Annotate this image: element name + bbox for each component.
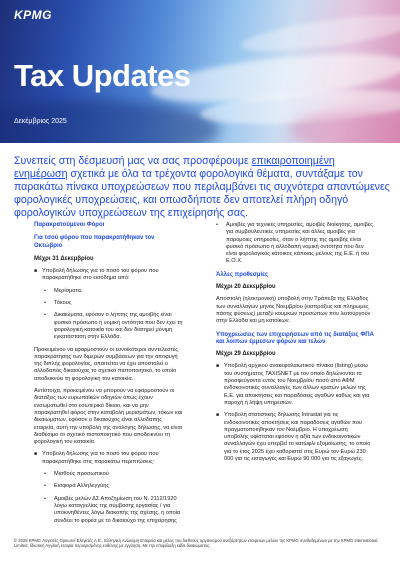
kpmg-logo: KPMG bbox=[14, 8, 52, 22]
paragraph: Αποστολή (ηλεκτρονική) υποβολή στην Τράπεζα της Ελλάδος των συναλλαγών μηνός Νοεμβρίου (εισπράξεις και πληρωμές πάσης φύσεως) μεταξύ κουμκών προσώπων που λειτουργούν στην Ελλάδα και μη κατοίκων. bbox=[216, 296, 371, 325]
subsection-heading: Για τσού φόρου που παρακρατήθηκαν τον Οκτώβριο bbox=[34, 235, 155, 249]
deadline-heading: Μέχρι 31 Δεκεμβρίου bbox=[34, 255, 94, 262]
sub-list-item: • Μερίσματα. bbox=[44, 288, 184, 295]
list-item: ■ Υποβολή δήλωσης για το ποσό του φόρου που παρακρατήθηκε στο εισόδημα από: bbox=[34, 268, 184, 283]
footer-copyright: © 2025 KPMG Λογιστές Ορκωτοί Ελεγκτές Α.Ε., Ελληνική Ανώνυμη Εταιρεία και μέλος του διεθνούς οργανισμού ανεξάρτητων εταιρειών μελών της KPMG συνδεδεμένων με την KPMG International Limited. Ιδιωτική Αγγλική εταιρία περιορισμένης ευθύνης με εγγύηση. Με την επιφύλαξη κάθε δικαιώματος. bbox=[14, 538, 378, 549]
section-heading: Υποχρεώσεις των επιχειρήσεων από τις διατάξεις ΦΠΑ και λοιπών έμμεσων φόρων και τελών bbox=[216, 331, 374, 345]
page-title: Tax Updates bbox=[14, 58, 191, 93]
sub-list-item: • Μισθούς προσωπικού bbox=[44, 471, 184, 478]
left-column bbox=[34, 222, 184, 530]
right-column bbox=[216, 222, 374, 468]
intro-text-end: σχετικά με όλα τα τρέχοντα φορολογικά θέματα, συντάξαμε τον παρακάτω πίνακα υποχρεώσεων που περιλαμβάνει τις συχνότερα απαντώμενες φορολογικές υποχρεώσεις, και οπωσδήποτε δεν αποτελεί πλήρη οδηγό φορολογικών υποχρεώσεων της επιχείρησής σας. bbox=[14, 168, 390, 219]
issue-date: Δεκέμβριος 2025 bbox=[14, 118, 67, 125]
paragraph: Αντίστοιχα, προκειμένου να μπορούν να εφαρμοστούν οι διατάξεις των ευρωπαϊκών οδηγιών όπως έχουν ενσωματωθεί στο εσωτερικό δίκαιο, και να μην παρακρατηθεί φόρος στην καταβολή μερισμάτων, τόκων και δικαιωμάτων, εφόσον ο δικαιούχος είναι αλλοδαπής εταιρεία, αυτή την υποβολή της ανάλογης δήλωσης, να είναι διαθέσιμο το σχετικό πιστοποιητικό που αποδεικνύει τη φορολογική του κατοικία. bbox=[34, 388, 183, 446]
list-item: ■ Υποβολή στατιστικής δήλωσης Intrastat για τις ενδοκοινοτικές αποκτήσεις και παραδόσεις αγαθών που πραγματοποιήθηκαν τον Νοέμβριο. Η υποχρέωση υποβολής υφίσταται εφόσον η αξία των ενδοκοινοτικών συναλλαγών έχει υπερβεί το κατώφλι εξομοίωσης, το οποίο για το έτος 2025 έχει καθοριστεί στις Ευρώ τον Ευρώ 230 000 για τις εισαγωγές και Ευρώ 90 000 για τις εξαγωγές. bbox=[216, 412, 374, 463]
intro-text-start: Συνεπείς στη δέσμευσή μας να σας προσφέρουμε bbox=[14, 155, 252, 167]
deadline-heading: Μέχρι 29 Δεκεμβρίου bbox=[216, 351, 276, 358]
section-heading: Παρακρατούμενοι Φόροι bbox=[34, 222, 105, 228]
sub-list-item: • Τόκους bbox=[44, 300, 184, 307]
sub-list-item: • Δικαιώματα, εφόσον ο λήπτης της αμοιβής είναι φυσικό πρόσωπο ή νομική οντότητα που δεν έχει τη φορολογική κατοικία του και δεν διατηρεί μόνιμη εγκατάσταση στην Ελλάδα. bbox=[44, 312, 184, 341]
wave-shape bbox=[239, 8, 400, 59]
paragraph: Προκειμένου να εφαρμοστούν οι ευνοϊκότεροι συντελεστές παρακράτησης των διμερών συμβάσεων για την αποφυγή της διπλής φορολογίας, απαιτείται να έχει αποσταλεί ο αλλοδαπός δικαιούχος το σχετικό πιστοποιητικό, το οποίο αποδεικνύει τη φορολογική του κατοικία. bbox=[34, 346, 178, 382]
sub-list-item: • Εισφορά Αλληλεγγύης bbox=[44, 483, 184, 490]
sub-list-item: • Αμοιβές για τεχνικές υπηρεσίες, αμοιβές διοίκησης, αμοιβές για συμβουλευτικές υπηρεσίες και άλλες αμοιβές για παρόμοιες υπηρεσίες, όταν ο λήπτης της αμοιβής είναι φυσικό πρόσωπο ή αλλοδαπή νομική οντότητα που δεν είναι φορολογικός κάτοικος κάποιας μέλους της Ε.Ε. ή του Ε.Ο.Χ. bbox=[216, 222, 374, 266]
deadline-heading: Μέχρι 20 Δεκεμβρίου bbox=[216, 284, 276, 291]
section-heading: Άλλες προθεσμίες bbox=[216, 271, 269, 278]
intro-paragraph bbox=[14, 155, 390, 220]
list-item: ■ Υποβολή αρχικού ανακεφαλαιωτικού πίνακα (listing) μέσω του συστήματος TAXISNET με τον οποίο δηλώνονται τα προσφεύγοντα εντός του Νοεμβρίου ποσό από ΑΦΜ ενδοκοινοτικές συναλλαγές των άλλων κρατών μελών της Ε.Ε. για αποκτήσεις και παραδόσεις αγαθών καθώς και για παροχή ή λήψη υπηρεσιών. bbox=[216, 363, 374, 407]
hero-banner bbox=[0, 0, 400, 143]
list-item: ■ Υποβολή δήλωσης για το ποσό του φόρου που παρακρατήθηκε στις παρακάτω περιπτώσεις: bbox=[34, 451, 184, 466]
sub-list-item: • Αμοιβές μελών ΔΣ Αποζημίωση του Ν. 2112/1920 λόγω καταγγελίας της σύμβασης εργασίας / για υποκινηθέντες λόγω διακοπής της σχέσης, η οποία συνδέει το φορέα με το δικαιούχο της επιχείρησης bbox=[44, 496, 184, 525]
intro-link[interactable]: επικαιροποιημένη ενημέρωση bbox=[14, 155, 335, 180]
